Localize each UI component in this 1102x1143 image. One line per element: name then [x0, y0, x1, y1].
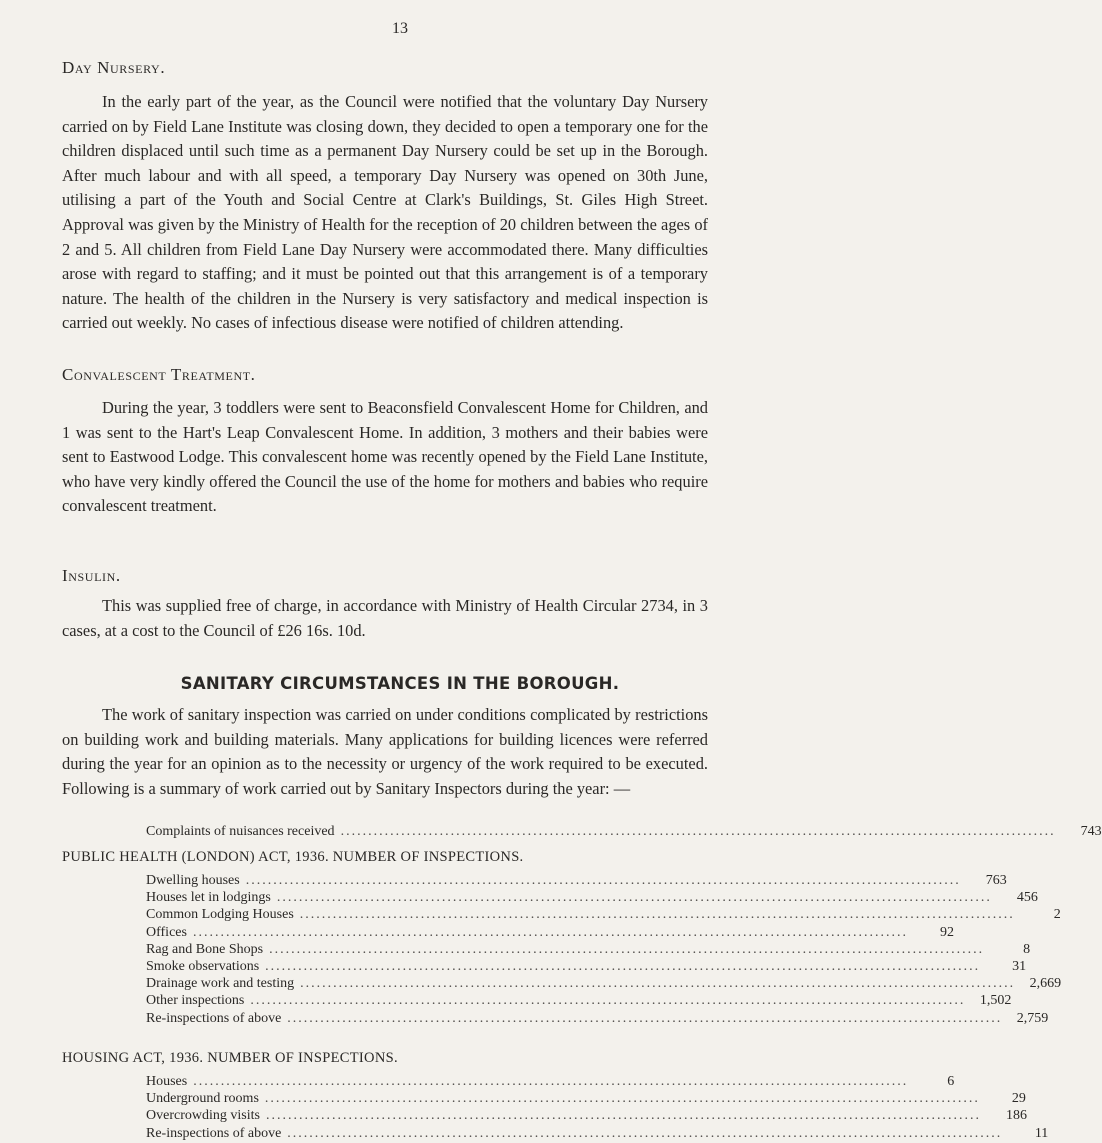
leader-dots: ..................................................................................................................................: [265, 959, 981, 974]
table-row: [146, 906, 1061, 924]
convalescent-paragraph: During the year, 3 toddlers were sent to Beaconsfield Convalescent Home for Children, and 1 was sent to the Hart's Leap Convalescent Home. In addition, 3 mothers and their babies were sent to Eastwood Lodge. This convalescent home was recently opened by the Field Lane Institute, who have very kindly offered the Council the use of the home for mothers and babies who require convalescent treatment.: [62, 398, 708, 516]
row-label: Re-inspections of above: [146, 1010, 282, 1026]
complaints-value: 743: [1080, 824, 1102, 839]
page-number: 13: [392, 20, 408, 37]
insulin-heading: Insulin.: [62, 566, 121, 585]
day-nursery-paragraph: In the early part of the year, as the Council were notified that the voluntary Day Nursery carried on by Field Lane Institute was closing down, they decided to open a temporary one for the children displaced until such time as a permanent Day Nursery could be set up in the Borough. After much labour and with all speed, a temporary Day Nursery was opened on 30th June, utilising a part of the Youth and Social Centre at Clark's Buildings, St. Giles High Street. Approval was given by the Ministry of Health for the reception of 20 children between the ages of 2 and 5. All children from Field Lane Day Nursery were accommodated there. Many difficulties arose with regard to staffing; and it must be pointed out that this arrangement is of a temporary nature. The health of the children in the Nursery is very satisfactory and medical inspection is carried out weekly. No cases of infectious disease were notified of children attending.: [62, 92, 708, 333]
leader-dots: ..................................................................................................................................: [299, 907, 1015, 923]
row-value: 92: [939, 924, 954, 940]
leader-dots: ..................................................................................................................................: [265, 1108, 981, 1124]
row-value: 763: [985, 873, 1007, 888]
row-value: 11: [1034, 1125, 1049, 1141]
public-health-heading: PUBLIC HEALTH (LONDON) ACT, 1936. NUMBER OF INSPECTIONS.: [62, 849, 524, 865]
row-value: 6: [947, 1074, 955, 1089]
row-label: Overcrowding visits: [146, 1108, 260, 1124]
row-label: Houses: [146, 1074, 188, 1089]
housing-heading: HOUSING ACT, 1936. NUMBER OF INSPECTIONS.: [62, 1050, 398, 1066]
row-label: Rag and Bone Shops: [146, 941, 264, 957]
row-value: 2,669: [1029, 976, 1062, 992]
leader-dots: ..................................................................................................................................: [340, 824, 1056, 839]
complaints-label: Complaints of nuisances received: [146, 824, 335, 839]
table-row: [146, 941, 1031, 959]
row-value: 1,502: [979, 993, 1012, 1009]
table-row: [146, 872, 1007, 890]
insulin-paragraph: This was supplied free of charge, in accordance with Ministry of Health Circular 2734, in 3 cases, at a cost to the Council of £26 16s. 10d.: [62, 596, 708, 640]
leader-dots: ..................................................................................................................................: [300, 976, 1016, 992]
leader-dots: ..................................................................................................................................: [192, 924, 908, 940]
table-row: [146, 889, 1038, 907]
leader-dots: ..................................................................................................................................: [250, 993, 966, 1009]
row-label: Re-inspections of above: [146, 1125, 282, 1141]
leader-dots: ..................................................................................................................................: [287, 1125, 1003, 1141]
row-value: 456: [1016, 890, 1038, 906]
table-row: [146, 1073, 955, 1091]
row-value: 186: [1005, 1108, 1027, 1124]
row-label: Underground rooms: [146, 1091, 259, 1107]
leader-dots: ..................................................................................................................................: [287, 1010, 1003, 1026]
leader-dots: ..................................................................................................................................: [276, 890, 992, 906]
sanitary-paragraph: The work of sanitary inspection was carried on under conditions complicated by restrictions on building work and building materials. Many applications for building licences were referred during the year for an opinion as to the necessity or urgency of the work required to be executed. Following is a summary of work carried out by Sanitary Inspectors during the year: —: [62, 705, 708, 798]
table-row: [146, 1090, 1026, 1108]
day-nursery-heading: Day Nursery.: [62, 58, 166, 77]
table-row: [146, 975, 1062, 993]
table-row: [146, 924, 954, 942]
leader-dots: ..................................................................................................................................: [269, 941, 985, 957]
row-label: Drainage work and testing: [146, 976, 295, 992]
complaints-row: [146, 823, 1102, 841]
sanitary-heading: SANITARY CIRCUMSTANCES IN THE BOROUGH.: [180, 674, 620, 693]
leader-dots: ..................................................................................................................................: [264, 1091, 980, 1107]
row-label: Common Lodging Houses: [146, 907, 294, 923]
row-value: 29: [1011, 1091, 1026, 1107]
row-value: 31: [1012, 959, 1027, 974]
row-label: Dwelling houses: [146, 873, 240, 888]
table-row: [146, 1010, 1049, 1028]
row-label: Houses let in lodgings: [146, 890, 271, 906]
convalescent-heading: Convalescent Treatment.: [62, 365, 256, 384]
table-row: [146, 992, 1012, 1010]
row-label: Smoke observations: [146, 959, 260, 974]
leader-dots: ..................................................................................................................................: [245, 873, 961, 888]
row-value: 2: [1053, 907, 1061, 923]
table-row: [146, 1107, 1027, 1125]
table-row: [146, 958, 1027, 976]
leader-dots: ..................................................................................................................................: [193, 1074, 909, 1089]
row-value: 8: [1023, 941, 1031, 957]
table-row: [146, 1125, 1049, 1143]
row-label: Other inspections: [146, 993, 245, 1009]
row-value: 2,759: [1016, 1010, 1049, 1026]
row-label: Offices: [146, 924, 187, 940]
